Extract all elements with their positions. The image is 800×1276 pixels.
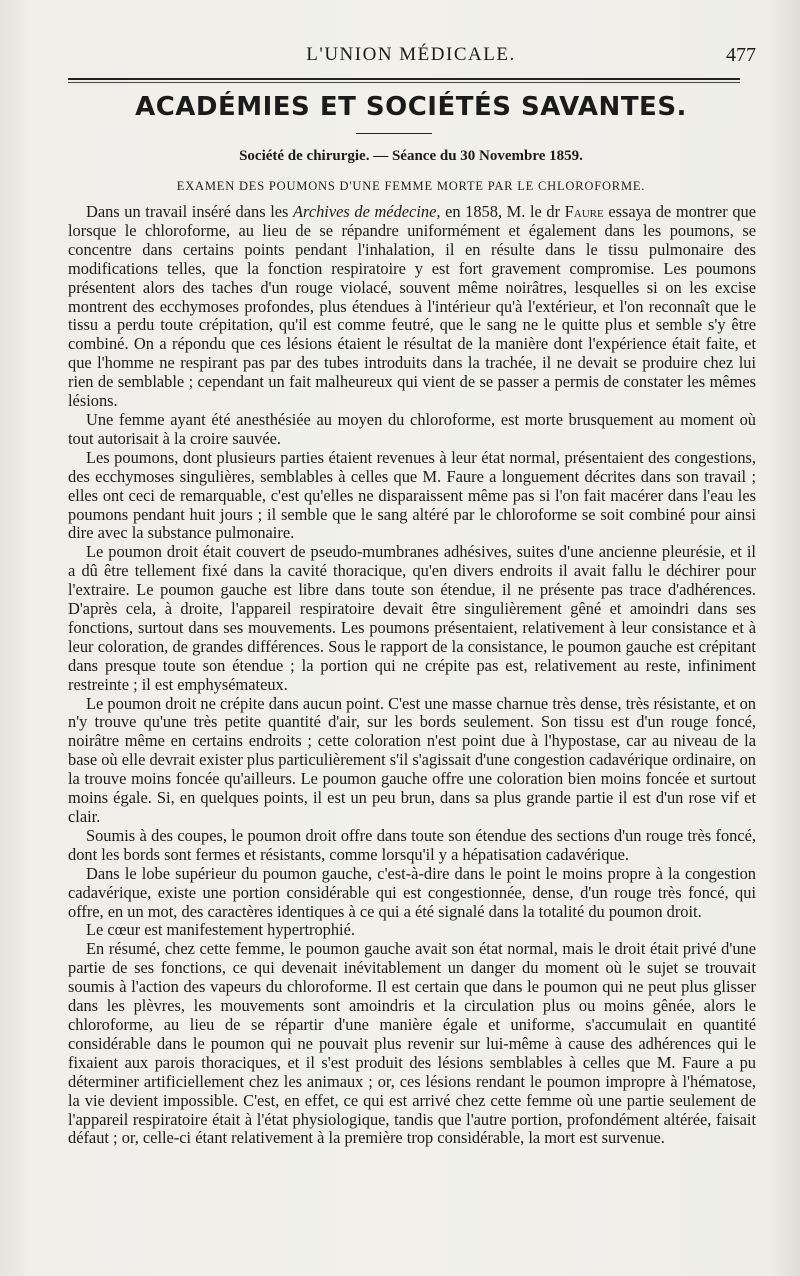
paragraph-1-text-c: essaya de montrer que lorsque le chloroforme, au lieu de se répandre uniformément et également dans les poumons, se concentre dans certains points pendant l'inhalation, il en résulte dans le tissu pulmonaire des modifications telles, que la fonction respiratoire y est fort gravement compromise. Les poumons présentent alors des taches d'un rouge violacé, souvent même noirâtres, lesquelles si on les excise montrent des ecchymoses profondes, plus étendues à l'intérieur qu'à l'extérieur, et l'on reconnaît que le tissu a perdu toute crépitation, qu'il est comme feutré, que le sang ne le quitte plus et semble s'y être combiné. On a répondu que ces lésions étaient le résultat de la manière dont l'expérience était faite, et que l'homme ne respirant pas par des tubes introduits dans la trachée, il ne devait se produire chez lui rien de semblable ; cependant un fait malheureux qui vient de se passer a permis de constater les mêmes lésions. <box>68 202 756 411</box>
session-line <box>66 148 756 165</box>
author-name: Faure <box>564 202 604 221</box>
article-body <box>68 203 756 1148</box>
session-separator: — <box>369 148 392 164</box>
session-date: Séance du 30 Novembre 1859. <box>391 148 583 164</box>
paragraph-2: Une femme ayant été anesthésiée au moyen du chloroforme, est morte brusquement au moment où tout autorisait à la croire sauvée. <box>68 409 756 448</box>
page-number: 477 <box>726 44 756 66</box>
page-header <box>66 44 756 74</box>
paragraph-6: Soumis à des coupes, le poumon droit offre dans toute son étendue des sections d'un rouge très foncé, dont les bords sont fermes et résistants, comme lorsqu'il y a hépatisation cadavérique. <box>68 825 756 864</box>
header-rule <box>68 78 740 80</box>
title-divider <box>356 133 432 134</box>
paragraph-5: Le poumon droit ne crépite dans aucun point. C'est une masse charnue très dense, très résistante, et on n'y trouve qu'une très petite quantité d'air, sur les bords seulement. Son tissu est d'un rouge foncé, noirâtre même en certains endroits ; cette coloration n'est point due à l'hypostase, car au niveau de la base où elle devrait exister plus particulièrement s'il s'agissait d'une congestion cadavérique ordinaire, on la trouve moins foncée qu'ailleurs. Le poumon gauche offre une coloration bien moins foncée et surtout moins égale. Si, en quelques points, il est un peu brun, dans sa plus grande partie il est d'un rose vif et clair. <box>68 693 756 826</box>
paragraph-1 <box>68 203 756 411</box>
header-rule-thin <box>68 82 740 83</box>
paragraph-1-text-b: , en 1858, M. le dr <box>436 202 565 221</box>
article-subject: EXAMEN DES POUMONS D'UNE FEMME MORTE PAR LE CHLOROFORME. <box>176 179 646 193</box>
paragraph-7: Dans le lobe supérieur du poumon gauche, c'est-à-dire dans le point le moins propre à la congestion cadavérique, existe une portion considérable qui est congestionnée, dense, d'un rouge très foncé, qui offre, en un mot, des caractères identiques à ce qui a été signalé dans la totalité du poumon droit. <box>68 863 756 921</box>
paragraph-1-text-a: Dans un travail inséré dans les <box>86 202 294 221</box>
paragraph-3: Les poumons, dont plusieurs parties étaient revenues à leur état normal, présentaient des congestions, des ecchymoses singulières, semblables à celles que M. Faure a longuement décrites dans son travail ; elles ont ceci de remarquable, c'est qu'elles ne disparaissent même pas si l'on fait macérer dans l'eau les poumons pendant huit jours ; il semble que le sang altéré par le chloroforme se soit combiné pour ainsi dire avec la substance pulmonaire. <box>68 447 756 543</box>
paragraph-4: Le poumon droit était couvert de pseudo-mumbranes adhésives, suites d'une ancienne pleurésie, et il a dû être tellement fixé dans la cavité thoracique, qu'en divers endroits il avait fallu le déchirer pour l'extraire. Le poumon gauche est libre dans toute son étendue, il ne présente pas trace d'adhérences. D'après cela, à droite, l'appareil respiratoire devait être singulièrement gêné et amoindri dans ses fonctions, surtout dans ses mouvements. Les poumons présentaient, relativement à leur consistance et à leur coloration, de grandes différences. Sous le rapport de la consistance, le poumon gauche est crépitant dans presque toute son étendue ; la portion qui ne crépite pas est, relativement au reste, infiniment restreinte ; il est emphysémateux. <box>68 542 756 694</box>
society-name: Société de chirurgie. <box>239 148 370 164</box>
running-title: L'UNION MÉDICALE. <box>306 44 516 65</box>
paragraph-9: En résumé, chez cette femme, le poumon gauche avait son état normal, mais le droit était privé d'une partie de ses fonctions, ce qui devenait inévitablement un danger du moment où le sujet se trouvait soumis à l'action des vapeurs du chloroforme. Il est certain que dans le poumon qui ne peut plus glisser dans les plèvres, les mouvements sont amoindris et la circulation plus ou moins gênée, alors le chloroforme, au lieu de se répartir d'une manière égale et uniforme, s'accumulait en quantité considérable dans le poumon qui ne pouvait plus revenir sur lui-même à cause des adhérences qui le fixaient aux parois thoraciques, et il s'est produit des lésions semblables à celles que M. Faure a pu déterminer artificiellement chez les animaux ; or, ces lésions rendant le poumon impropre à l'hématose, la vie devient impossible. C'est, en effet, ce qui est arrivé chez cette femme où une partie seulement de l'appareil respiratoire était à l'état physiologique, tandis que l'autre portion, profondément altérée, faisait défaut ; or, celle-ci étant relativement à la première trop considérable, la mort est survenue. <box>68 939 756 1148</box>
paragraph-8: Le cœur est manifestement hypertrophié. <box>86 920 355 940</box>
journal-title: Archives de médecine <box>293 202 437 221</box>
section-title: ACADÉMIES ET SOCIÉTÉS SAVANTES. <box>135 92 687 122</box>
